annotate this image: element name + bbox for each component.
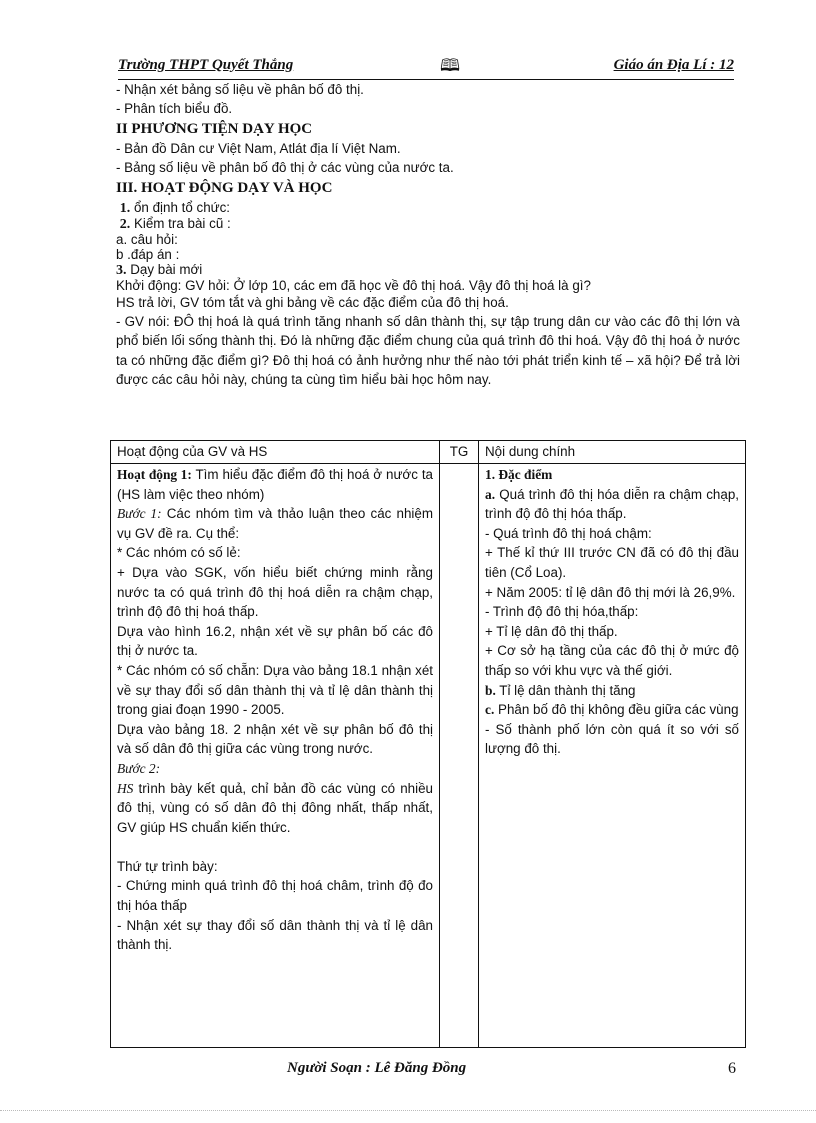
- page-header: [118, 57, 734, 80]
- time-cell: [440, 464, 479, 1048]
- paragraph: HS trả lời, GV tóm tắt và ghi bảng về các đặc điểm của đô thị hoá.: [116, 294, 509, 310]
- col-header-time: TG: [440, 441, 479, 464]
- paragraph: Khởi động: GV hỏi: Ở lớp 10, các em đã học về đô thị hoá. Vậy đô thị hoá là gì?: [116, 277, 591, 293]
- content-item: + Năm 2005: tỉ lệ dân đô thị mới là 26,9%.: [485, 584, 736, 600]
- section-line: - Bảng số liệu về phân bố đô thị ở các vùng của nước ta.: [116, 160, 454, 176]
- odd-groups: * Các nhóm có số lẻ:: [117, 545, 241, 561]
- section-heading: II PHƯƠNG TIỆN DẠY HỌC: [116, 120, 313, 137]
- content-item: - Quá trình đô thị hoá chậm:: [485, 525, 652, 541]
- spacer: [117, 837, 433, 857]
- list-subitem: a. câu hỏi:: [116, 231, 178, 247]
- step-2-text: HS trình bày kết quả, chỉ bản đồ các vùng có nhiều đô thị, vùng có số dân đô thị đông nhất, thấp nhất, GV giúp HS chuẩn kiến thức.: [117, 780, 433, 835]
- step-1: Bước 1: Các nhóm tìm và thảo luận theo các nhiệm vụ GV đề ra. Cụ thể:: [117, 506, 434, 541]
- intro-line: - Phân tích biểu đồ.: [116, 101, 233, 117]
- order-item: - Nhận xét sự thay đổi số dân thành thị và tỉ lệ dân thành thị.: [117, 917, 433, 953]
- col-header-content: Nội dung chính: [479, 441, 746, 464]
- odd-task-1: + Dựa vào SGK, vốn hiểu biết chứng minh rằng nước ta có quá trình đô thị hoá diễn ra chậm chạp, trình độ đô thị hoá thấp.: [117, 564, 433, 620]
- section-line: - Bản đồ Dân cư Việt Nam, Atlát địa lí Việt Nam.: [116, 140, 401, 156]
- content-item: b. Tỉ lệ dân thành thị tăng: [485, 682, 636, 698]
- content-item: - Số thành phố lớn còn quá ít so với số lượng đô thị.: [485, 721, 739, 757]
- col-header-activity: Hoạt động của GV và HS: [111, 441, 440, 464]
- document-body: [116, 80, 740, 390]
- activity-cell: [111, 464, 440, 1048]
- content-cell: [479, 464, 746, 1048]
- lesson-table: [110, 440, 746, 1048]
- activity-title: Hoạt động 1: Tìm hiểu đặc điểm đô thị hoá ở nước ta (HS làm việc theo nhóm): [117, 467, 433, 502]
- school-name: Trường THPT Quyết Thắng: [118, 57, 294, 73]
- content-item: + Tỉ lệ dân đô thị thấp.: [485, 623, 618, 639]
- intro-line: - Nhận xét bảng số liệu về phân bố đô thị.: [116, 82, 364, 97]
- page-number: 6: [728, 1060, 736, 1077]
- list-item: 3. Dạy bài mới: [116, 261, 203, 278]
- page-edge: [0, 1110, 816, 1111]
- list-item: 1. ổn định tổ chức:: [119, 199, 231, 216]
- content-item: - Trình độ đô thị hóa,thấp:: [485, 604, 639, 620]
- section-heading: III. HOẠT ĐỘNG DẠY VÀ HỌC: [116, 179, 333, 196]
- even-task-2: Dựa vào bảng 18. 2 nhận xét về sự phân bố đô thị và số dân đô thị giữa các vùng trong nước.: [117, 721, 433, 757]
- subject-title: Giáo án Địa Lí : 12: [613, 57, 734, 73]
- list-subitem: b .đáp án :: [116, 246, 180, 262]
- content-item: c. Phân bố đô thị không đều giữa các vùng: [485, 702, 739, 718]
- table-header-row: [111, 441, 746, 464]
- content-item: + Thế kỉ thứ III trước CN đã có đô thị đầu tiên (Cổ Loa).: [485, 545, 739, 580]
- content-item: + Cơ sở hạ tầng của các đô thị ở mức độ thấp so với khu vực và thế giới.: [485, 643, 739, 678]
- author: Người Soạn : Lê Đăng Đồng: [287, 1060, 467, 1076]
- content-item: a. Quá trình đô thị hóa diễn ra chậm chạp, trình độ đô thị hóa thấp.: [485, 486, 739, 522]
- open-book-icon: 🕮: [440, 56, 461, 76]
- paragraph: - GV nói: ĐÔ thị hoá là quá trình tăng nhanh số dân thành thị, sự tập trung dân cư vào các đô thị lớn và phổ biến lối sống thành thị. Đó là những đặc điểm chung của quá trình đô thi hoá. Vậy đô thị hoá ở nước ta có những đặc điểm gì? Đô thị hoá có ảnh hưởng như thế nào tới phát triển kinh tế – xã hội? Để trả lời được các câu hỏi này, chúng ta cùng tìm hiểu bài học hôm nay.: [116, 314, 740, 388]
- odd-task-2: Dựa vào hình 16.2, nhận xét về sự phân bố các đô thị ở nước ta.: [117, 623, 433, 659]
- even-groups: * Các nhóm có số chẵn: Dựa vào bảng 18.1 nhận xét về sự thay đổi số dân thành thị và tỉ lệ dân thành thị trong giai đoạn 1990 - 2005.: [117, 662, 433, 718]
- order-title: Thứ tự trình bày:: [117, 858, 218, 874]
- step-2: Bước 2:: [117, 760, 161, 776]
- table-row: [111, 464, 746, 1048]
- order-item: - Chứng minh quá trình đô thị hoá châm, trình độ đo thị hóa thấp: [117, 878, 433, 914]
- content-heading: 1. Đặc điểm: [485, 467, 553, 482]
- page-footer: [0, 1060, 816, 1084]
- list-item: 2. Kiểm tra bài cũ :: [119, 215, 231, 232]
